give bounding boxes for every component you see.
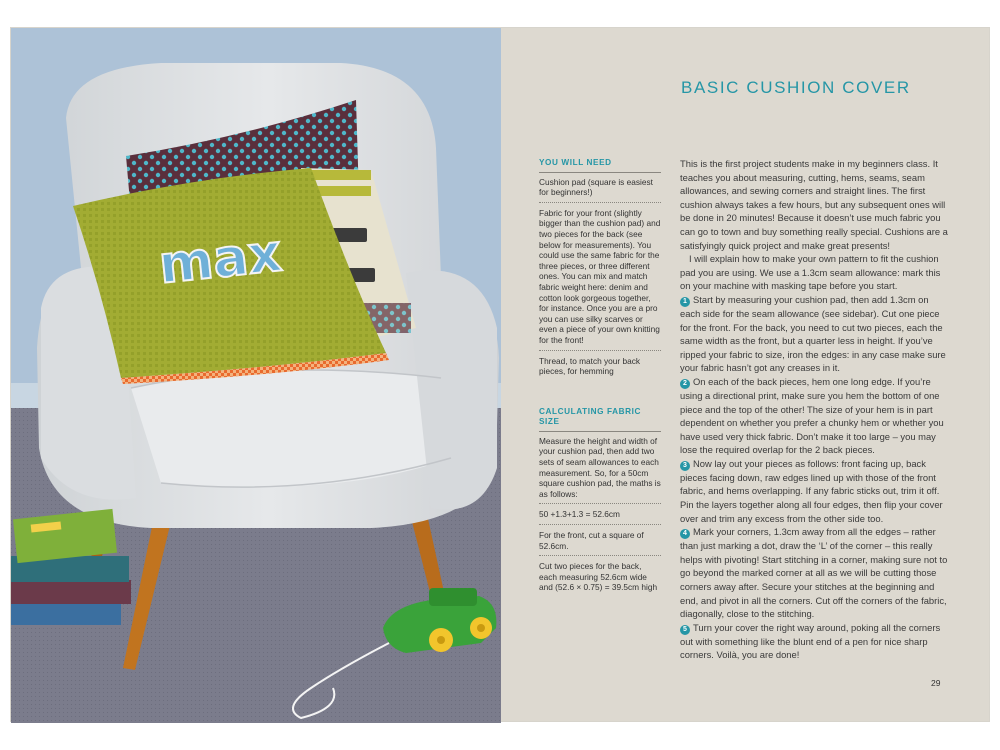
text-page: [501, 28, 989, 721]
step-text: Mark your corners, 1.3cm away from all the edges – rather than just marking a dot, draw the ‘L’ of the corner – this really helps with pivoting! Start stitching in a corner, making sure not to go beyond the marked corner at all as we will be cutting those corners away after. Secure your stitches at the beginning and end, and pivot in all the corners. Cut off the corners of the fabric, diagonally, close to the stitching.: [680, 526, 948, 620]
intro-paragraph: This is the first project students make in my beginners class. It teaches you about measuring, cutting, hems, seams, seam allowances, and sewing corners and straight lines. The first cushion always takes a few hours, but any subsequent ones will be done in 20 minutes! Because it doesn’t use much fabric you can go to town and buy something really special. Cushions are a satisfyingly quick project and make great presents!: [680, 158, 948, 251]
page-title: BASIC CUSHION COVER: [681, 78, 911, 97]
step-paragraph: [680, 621, 950, 662]
list-item: Thread, to match your back pieces, for hemming: [539, 355, 640, 377]
step-paragraph: [680, 375, 950, 457]
step-text: Now lay out your pieces as follows: front facing up, back pieces facing down, raw edges lined up with those of the front fabric, and hems overlapping. If any fabric sticks out, trim it off. Pin the layers together along all four edges, then flip your cover over and trim any excess from the other side too.: [680, 457, 943, 524]
sidebar-heading-you-will-need: YOU WILL NEED: [539, 158, 661, 173]
list-item: Cushion pad (square is easiest for beginners!): [539, 176, 661, 203]
list-item: 50 +1.3+1.3 = 52.6cm: [539, 508, 661, 525]
step-text: Turn your cover the right way around, poking all the corners out with something like the blunt end of a pen for nice sharp corners. Voilà, you are done!: [680, 621, 941, 661]
main-text: [680, 157, 950, 662]
list-item: Fabric for your front (slightly bigger than the cushion pad) and two pieces for the back (see below for measurements). You could use the same fabric for the three pieces, or three different ones. You can mix and match fabric weight here: denim and cotton look gorgeous together, for instance. Once you are a pro you can use silky scarves or even a piece of your own knitting for the front!: [539, 207, 661, 351]
page-number: 29: [931, 678, 941, 688]
step-paragraph: [680, 457, 950, 525]
step-number-icon: 1: [680, 297, 690, 307]
list-item: Measure the height and width of your cushion pad, then add two sets of seam allowances to each measurement. So, for a 50cm square cushion pad, the maths is as follows:: [539, 435, 661, 505]
intro-paragraph: I will explain how to make your own pattern to fit the cushion pad you are using. We use a 1.3cm seam allowance: mark this on your machine with masking tape before you start.: [680, 253, 941, 292]
step-paragraph: [680, 525, 950, 621]
step-number-icon: 5: [680, 625, 690, 635]
sidebar-heading-calculating: CALCULATING FABRIC SIZE: [539, 407, 661, 432]
photo-armchair-cushions: [11, 28, 501, 723]
step-number-icon: 2: [680, 379, 690, 389]
list-item: Cut two pieces for the back, each measuring 52.6cm wide and (52.6 × 0.75) = 39.5cm high: [539, 561, 658, 593]
sidebar: [539, 158, 661, 601]
book-spread: [10, 27, 990, 722]
list-item: For the front, cut a square of 52.6cm.: [539, 529, 661, 556]
step-paragraph: [680, 293, 950, 375]
step-number-icon: 3: [680, 461, 690, 471]
cushion-applique-text: max: [156, 223, 285, 296]
photo-illustration: [11, 28, 501, 723]
step-text: Start by measuring your cushion pad, then add 1.3cm on each side for the seam allowance (see sidebar). Cut one piece for the front. For the back, you need to cut two pieces, each the same width as the front, but a quarter less in height. If you’ve ripped your fabric to size, iron the edges: in any case make sure your fabric hasn’t got any creases in it.: [680, 293, 946, 374]
step-number-icon: 4: [680, 529, 690, 539]
step-text: On each of the back pieces, hem one long edge. If you’re using a directional print, make sure you hem the bottom of one piece and the top of the other! The size of your hem is in part dependent on whether you prefer a chunky hem or whether you have used very thick fabric. Don’t make it too large – you may lose the required overlap for the 2 back pieces.: [680, 375, 944, 456]
